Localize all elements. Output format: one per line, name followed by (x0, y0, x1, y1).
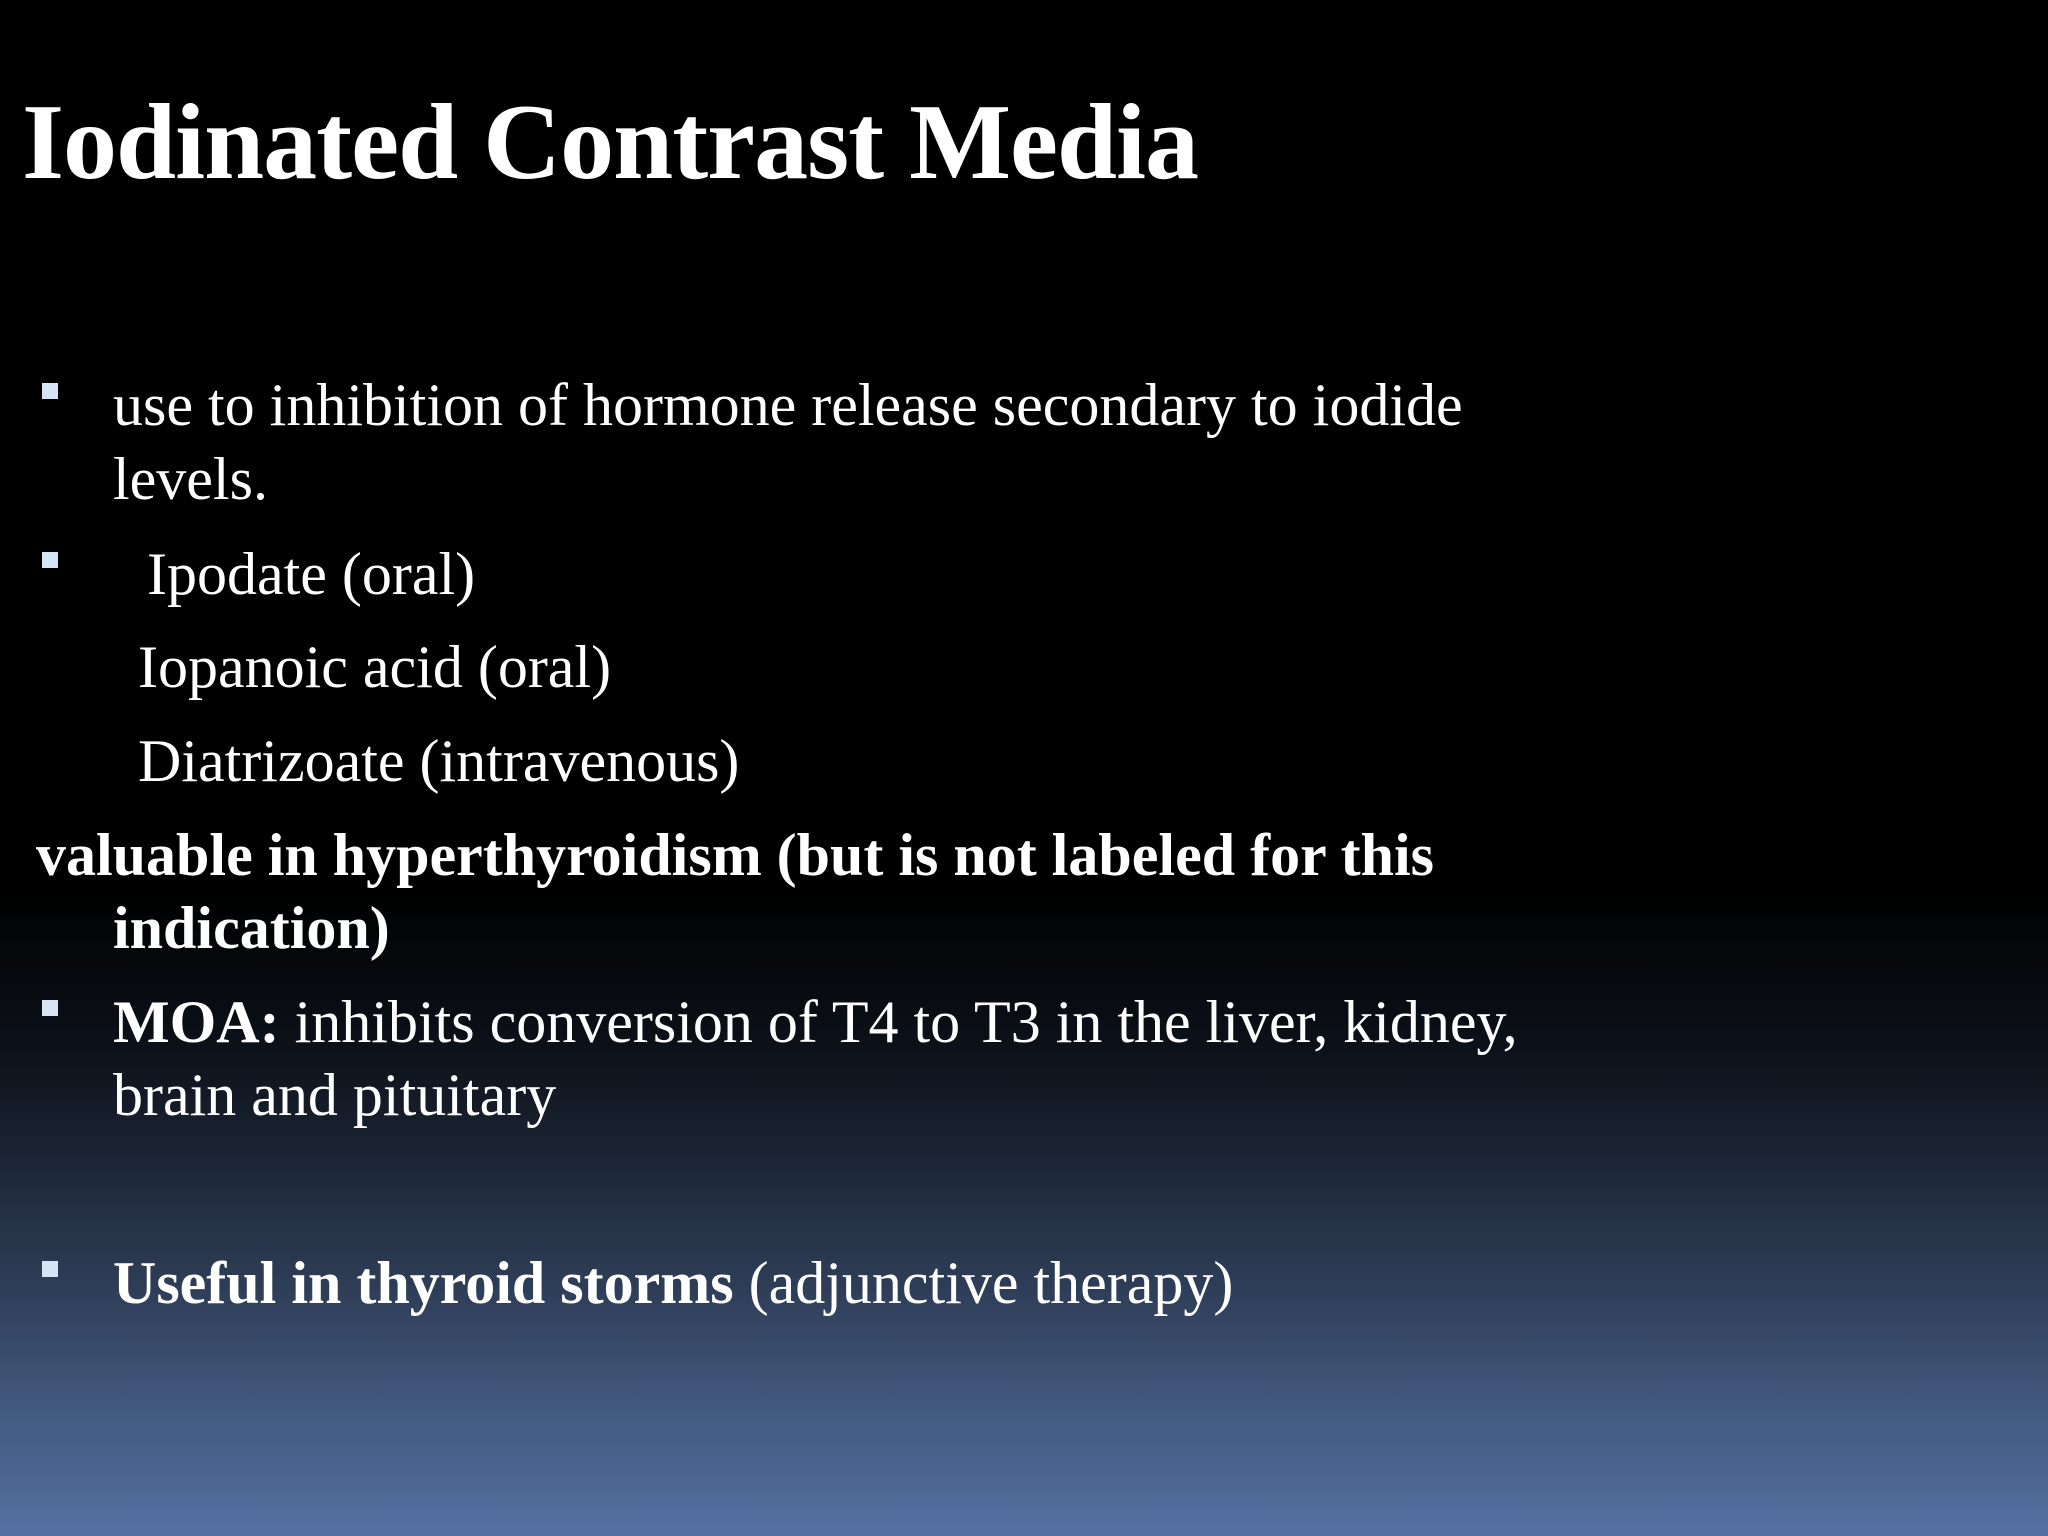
item-2-line-1: Ipodate (oral) (147, 541, 476, 607)
item-1-line-2: levels. (113, 446, 268, 512)
moa-text: inhibits conversion of T4 to T3 in the liver, kidney, (279, 989, 1518, 1055)
bullet-marker-1 (42, 383, 58, 399)
item-4-line-1 (113, 985, 1518, 1059)
thyroid-storm-text: (adjunctive therapy) (733, 1250, 1234, 1316)
item-4-line-2: brain and pituitary (113, 1062, 557, 1128)
item-2-line-3: Diatrizoate (intravenous) (138, 728, 740, 794)
slide-title: Iodinated Contrast Media (22, 83, 1199, 202)
bullet-marker-2 (42, 552, 58, 568)
moa-label: MOA: (113, 989, 280, 1055)
item-3-line-2: indication) (113, 895, 390, 961)
item-1-line-1: use to inhibition of hormone release secondary to iodide (113, 372, 1463, 438)
bullet-marker-3 (42, 1000, 58, 1016)
item-3-line-1: valuable in hyperthyroidism (but is not labeled for this (36, 822, 1434, 888)
item-5-line-1 (113, 1246, 1233, 1320)
thyroid-storm-label: Useful in thyroid storms (113, 1250, 734, 1316)
bullet-marker-4 (42, 1261, 58, 1277)
item-2-line-2: Iopanoic acid (oral) (138, 634, 612, 700)
